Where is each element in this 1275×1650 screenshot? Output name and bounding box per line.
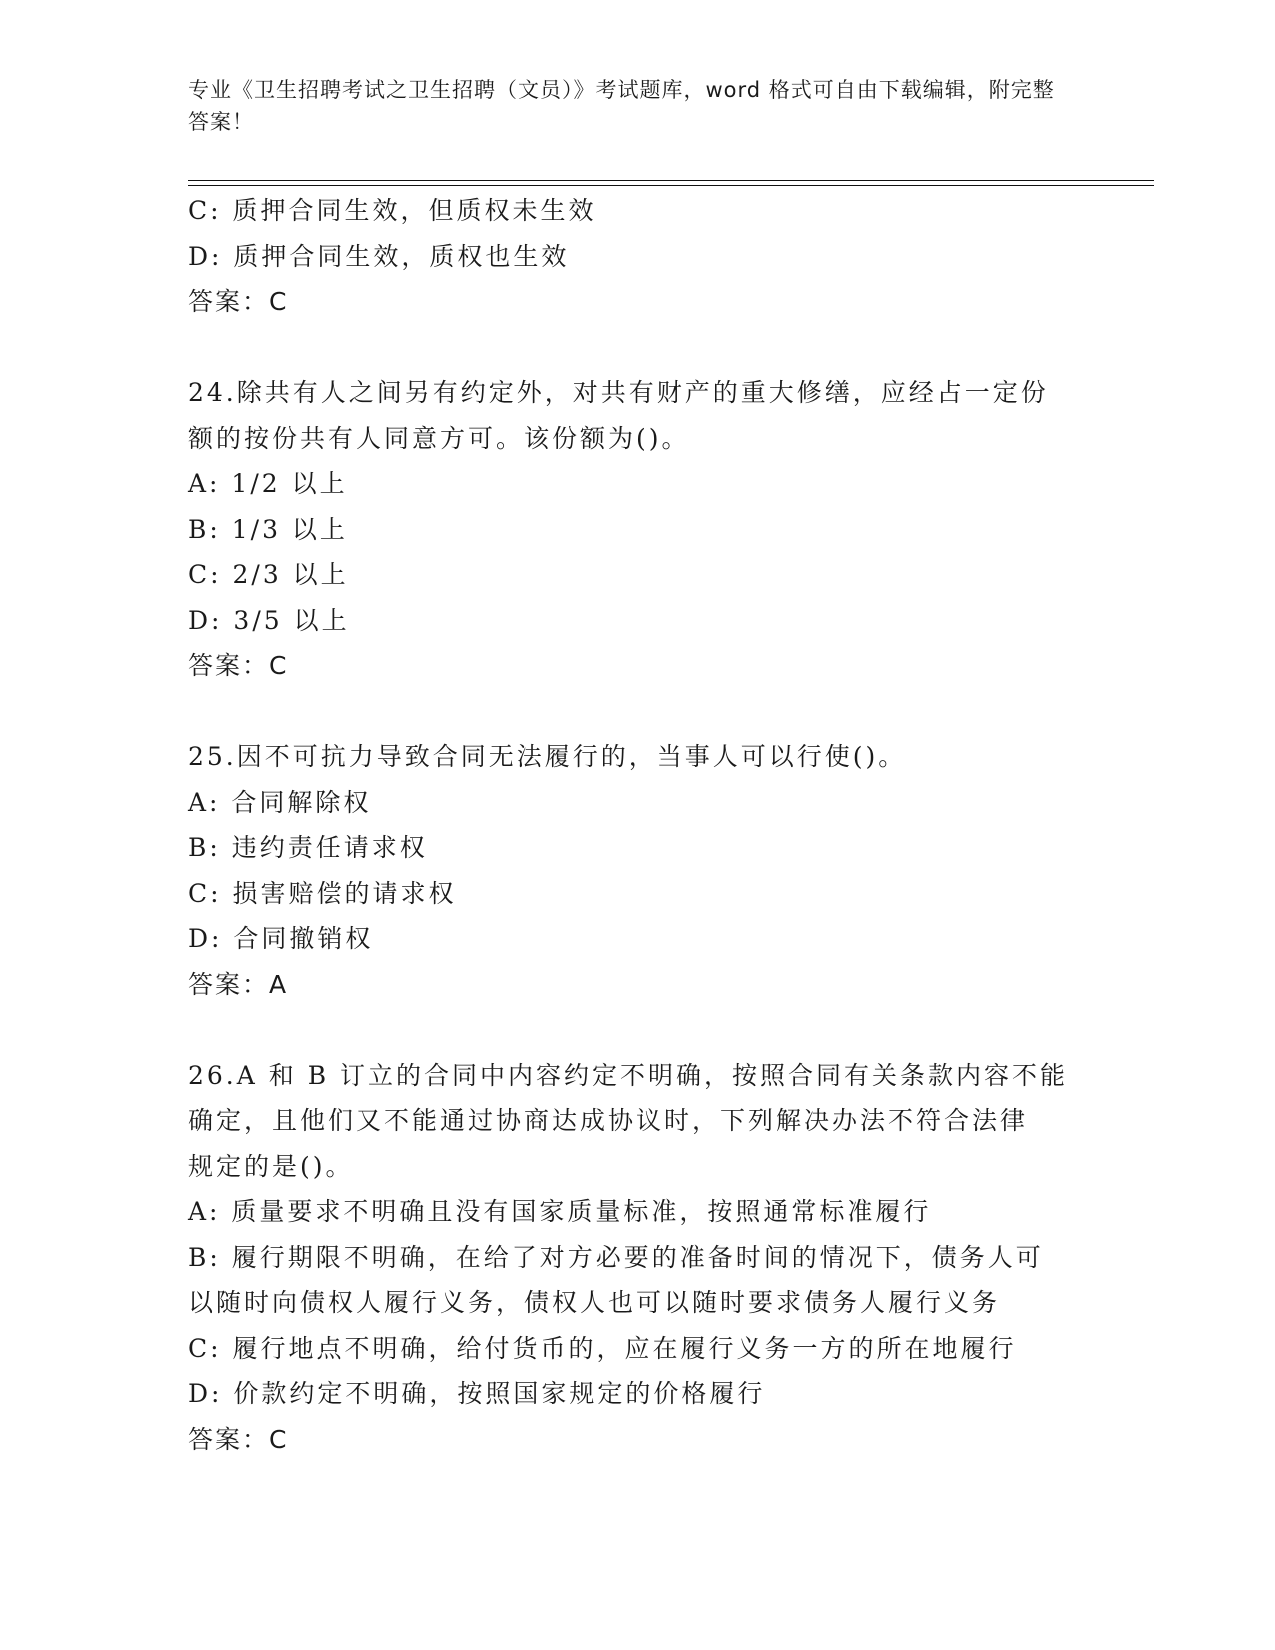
option-b-continued: 以随时向债权人履行义务，债权人也可以随时要求债务人履行义务 bbox=[188, 1288, 1001, 1317]
option-a: A: 质量要求不明确且没有国家质量标准，按照通常标准履行 bbox=[188, 1197, 932, 1226]
option-d: D: 3/5 以上 bbox=[188, 605, 350, 635]
option-d: D: 合同撤销权 bbox=[188, 924, 374, 953]
option-c: C: 2/3 以上 bbox=[188, 560, 349, 589]
option-c: C: 履行地点不明确，给付货币的，应在履行义务一方的所在地履行 bbox=[188, 1333, 1017, 1363]
spacer bbox=[188, 1007, 1088, 1053]
answer-line: 答案：C bbox=[188, 287, 289, 316]
question-stem: 规定的是()。 bbox=[188, 1151, 354, 1181]
question-25 bbox=[188, 734, 1088, 1007]
option-b: B: 履行期限不明确，在给了对方必要的准备时间的情况下，债务人可 bbox=[188, 1242, 1044, 1272]
option-d: D: 质押合同生效，质权也生效 bbox=[188, 241, 570, 271]
option-c: C: 质押合同生效，但质权未生效 bbox=[188, 196, 597, 225]
question-stem: 25.因不可抗力导致合同无法履行的，当事人可以行使()。 bbox=[188, 742, 907, 771]
question-24 bbox=[188, 370, 1088, 689]
option-d: D: 价款约定不明确，按照国家规定的价格履行 bbox=[188, 1379, 766, 1408]
previous-question-tail bbox=[188, 188, 1088, 325]
option-c: C: 损害赔偿的请求权 bbox=[188, 878, 457, 908]
question-stem: 24.除共有人之间另有约定外，对共有财产的重大修缮，应经占一定份 bbox=[188, 378, 1049, 407]
document-header: 专业《卫生招聘考试之卫生招聘（文员）》考试题库，word 格式可自由下载编辑，附完整答案！ bbox=[188, 78, 1055, 134]
option-a: A: 合同解除权 bbox=[188, 787, 372, 817]
question-26 bbox=[188, 1053, 1088, 1463]
question-stem: 额的按份共有人同意方可。该份额为()。 bbox=[188, 423, 690, 453]
answer-line: 答案：C bbox=[188, 651, 289, 680]
question-stem: 确定，且他们又不能通过协商达成协议时，下列解决办法不符合法律 bbox=[188, 1106, 1029, 1135]
spacer bbox=[188, 325, 1088, 371]
option-a: A: 1/2 以上 bbox=[188, 469, 348, 498]
option-b: B: 1/3 以上 bbox=[188, 514, 348, 544]
answer-line: 答案：A bbox=[188, 969, 289, 999]
answer-line: 答案：C bbox=[188, 1424, 289, 1454]
header-divider-top bbox=[188, 180, 1154, 181]
question-stem: 26.A 和 B 订立的合同中内容约定不明确，按照合同有关条款内容不能 bbox=[188, 1060, 1069, 1090]
option-b: B: 违约责任请求权 bbox=[188, 833, 428, 862]
spacer bbox=[188, 689, 1088, 735]
header-divider-bottom bbox=[188, 185, 1154, 186]
question-content bbox=[188, 188, 1088, 1462]
